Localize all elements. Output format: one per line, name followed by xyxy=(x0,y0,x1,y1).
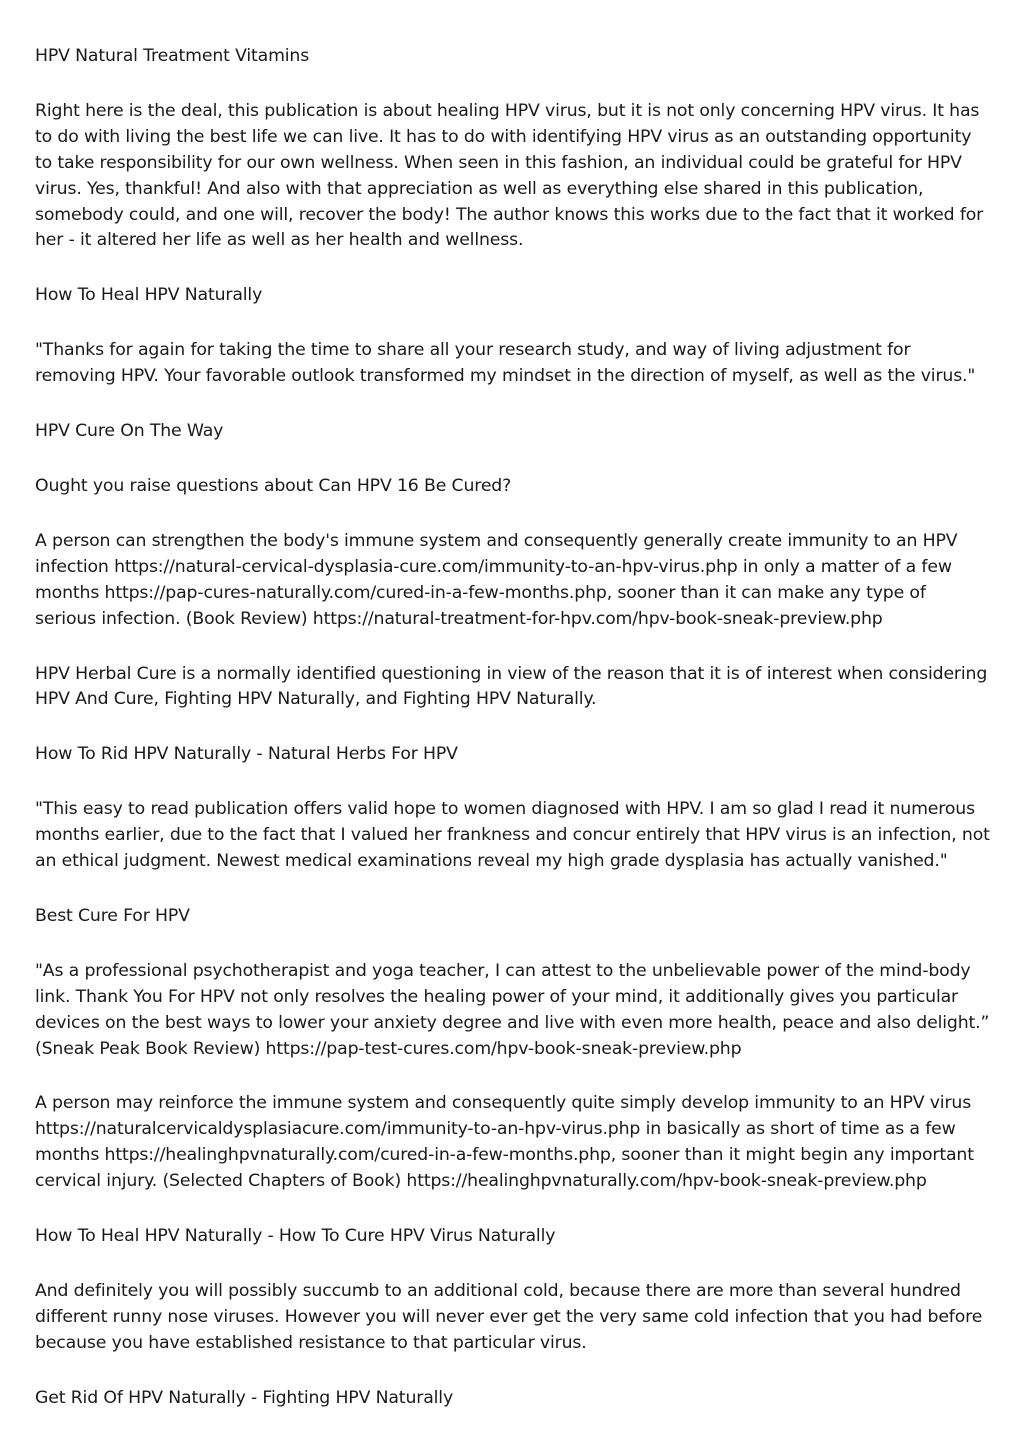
heading-how-to-rid-hpv-naturally: How To Rid HPV Naturally - Natural Herbs For HPV xyxy=(35,744,458,765)
document-page xyxy=(35,44,990,1441)
heading-get-rid-of-hpv-naturally: Get Rid Of HPV Naturally - Fighting HPV Naturally xyxy=(35,1387,454,1408)
intro-paragraph: Right here is the deal, this publication is about healing HPV virus, but it is not only concerning HPV virus. It has to do with living the best life we can live. It has to do with identifying HPV virus as an outstanding opportunity to take responsibility for our own wellness. When seen in this fashion, an individual could be grateful for HPV virus. Yes, thankful! And also with that appreciation as well as everything else shared in this publication, somebody could, and one will, recover the body! The author knows this works due to the fact that it worked for her - it altered her life as well as her health and wellness. xyxy=(35,100,984,251)
heading-hpv-cure-on-the-way: HPV Cure On The Way xyxy=(35,421,224,442)
immune-paragraph-1: A person can strengthen the body's immune system and consequently generally create immunity to an HPV infection https://natural-cervical-dysplasia-cure.com/immunity-to-an-hpv-virus.php in only a matter of a few months https://pap-cures-naturally.com/cured-in-a-few-months.php, sooner than it can make any type of serious infection. (Book Review) https://natural-treatment-for-hpv.com/hpv-book-sneak-preview.php xyxy=(35,530,958,629)
heading-how-to-heal-hpv-naturally: How To Heal HPV Naturally xyxy=(35,285,263,306)
question-paragraph: Ought you raise questions about Can HPV 16 Be Cured? xyxy=(35,475,512,496)
testimonial-paragraph-3: "As a professional psychotherapist and yoga teacher, I can attest to the unbelievable power of the mind-body link. Thank You For HPV not only resolves the healing power of your mind, it additionally gives you particular devices on the best ways to lower your anxiety degree and live with even more health, peace and also delight.” (Sneak Peak Book Review) https://pap-test-cures.com/hpv-book-sneak-preview.php xyxy=(35,960,990,1059)
cold-virus-paragraph: And definitely you will possibly succumb to an additional cold, because there are more than several hundred different runny nose viruses. However you will never ever get the very same cold infection that you had before because you have established resistance to that particular virus. xyxy=(35,1281,983,1353)
heading-best-cure-for-hpv: Best Cure For HPV xyxy=(35,905,190,926)
heading-how-to-cure-hpv-virus-naturally: How To Heal HPV Naturally - How To Cure HPV Virus Naturally xyxy=(35,1226,556,1247)
heading-hpv-natural-treatment-vitamins: HPV Natural Treatment Vitamins xyxy=(35,46,310,66)
testimonial-paragraph-1: "Thanks for again for taking the time to share all your research study, and way of living adjustment for removing HPV. Your favorable outlook transformed my mindset in the direction of myself, as well as the virus." xyxy=(35,340,976,387)
herbal-cure-paragraph: HPV Herbal Cure is a normally identified questioning in view of the reason that it is of interest when considering HPV And Cure, Fighting HPV Naturally, and Fighting HPV Naturally. xyxy=(35,663,988,710)
immune-paragraph-2: A person may reinforce the immune system and consequently quite simply develop immunity to an HPV virus https://naturalcervicaldysplasiacure.com/immunity-to-an-hpv-virus.php in basically as short of time as a few months https://healinghpvnaturally.com/cured-in-a-few-months.php, sooner than it might begin any important cervical injury. (Selected Chapters of Book) https://healinghpvnaturally.com/hpv-book-sneak-preview.php xyxy=(35,1093,974,1192)
testimonial-paragraph-2: "This easy to read publication offers valid hope to women diagnosed with HPV. I am so glad I read it numerous months earlier, due to the fact that I valued her frankness and concur entirely that HPV virus is an infection, not an ethical judgment. Newest medical examinations reveal my high grade dysplasia has actually vanished." xyxy=(35,799,990,872)
